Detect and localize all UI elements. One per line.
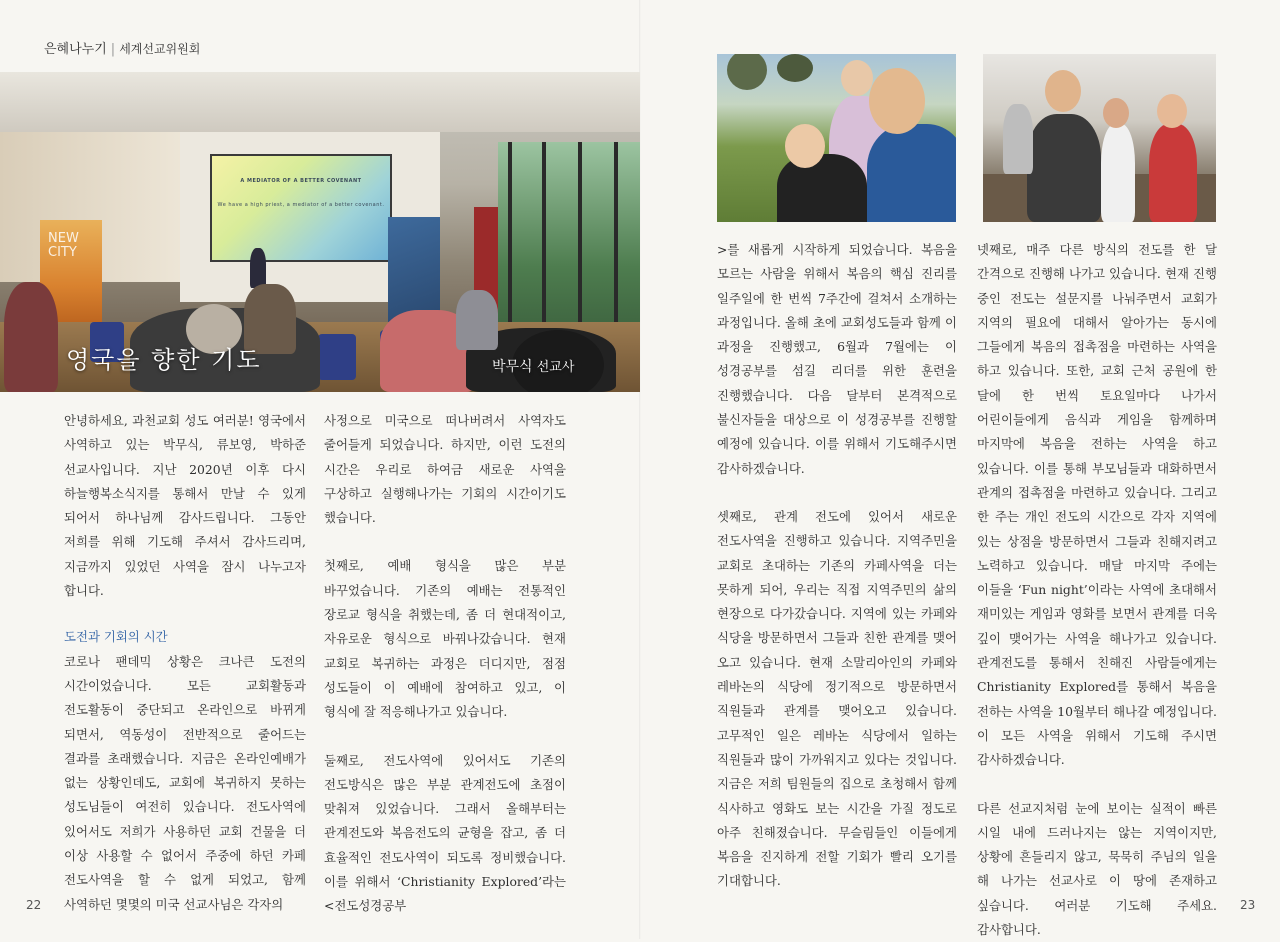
article-title: 영국을 향한 기도 [66,346,262,374]
section-title: 은혜나누기 [44,42,107,57]
team-member [1149,124,1197,222]
father [867,124,956,222]
paragraph: 코로나 팬데믹 상황은 크나큰 도전의 시간이었습니다. 모든 교회활동과 전도활동이 중단되고 온라인으로 바뀌게 되면서, 역동성이 전반적으로 줄어드는 결과를 초래했습니다. 지금은 온라인예배가 없는 상황인데도, 교회에 복귀하지 못하는 성도님들이 여전히 있습니다. 전도사역에 있어서도 저희가 사용하던 교회 건물을 더 이상 사용할 수 없어서 주중에 하던 카페 전도사역을 할 수 없게 되었고, 함께 사역하던 몇몇의 미국 선교사님은 각자의 [64,653,306,912]
son-head [785,124,825,168]
mother-head [841,60,873,96]
paragraph: >를 새롭게 시작하게 되었습니다. 복음을 모르는 사람을 위해서 복음의 핵심 진리를 일주일에 한 번씩 7주간에 걸쳐서 소개하는 과정입니다. 올해 초에 교회성도들과 함께 이 과정을 진행했고, 6월과 7월에는 이 성경공부를 섬길 리더를 위한 훈련을 진행했습니다. 다음 달부터 본격적으로 불신자들을 대상으로 이 성경공부를 진행할 예정에 있습니다. 이를 위해서 기도해주시면 감사하겠습니다. [717,242,957,476]
tree [727,54,767,90]
chair [318,334,356,380]
father-head [869,68,925,134]
paragraph: 사정으로 미국으로 떠나버려서 사역자도 줄어들게 되었습니다. 하지만, 이런 도전의 시간은 우리로 하여금 새로운 사역을 구상하고 실행해나가는 기회의 시간이기도 했습니다. [324,413,566,526]
projection-screen [210,154,392,262]
ceiling [0,72,640,132]
text-column-2 [324,409,566,919]
preacher [250,248,266,288]
text-column-3 [717,238,957,894]
paragraph: 첫째로, 예배 형식을 많은 부분 바꾸었습니다. 기존의 예배는 전통적인 장로교 형식을 취했는데, 좀 더 현대적이고, 자유로운 형식으로 바꿔나갔습니다. 현재 교회로 복귀하는 과정은 더디지만, 점점 성도들이 이 예배에 참여하고 있고, 이 형식에 잘 적응해나가고 있습니다. [324,558,566,720]
team-member [1101,124,1135,222]
outreach-team-photo [983,54,1216,222]
team-member-head [1045,70,1081,112]
text-column-4 [977,238,1217,942]
text-column-1 [64,409,306,917]
attendee [4,282,58,392]
tree [777,54,813,82]
paragraph: 셋째로, 관계 전도에 있어서 새로운 전도사역을 진행하고 있습니다. 지역주민을 교회로 초대하는 기존의 카페사역을 더는 못하게 되어, 우리는 직접 지역주민의 삶의 현장으로 다가갔습니다. 지역에 있는 카페와 식당을 방문하면서 그들과 친한 관계를 맺어 오고 있습니다. 현재 소말리아인의 카페와 레바논의 식당에 정기적으로 방문하면서 직원들과 관계를 맺어오고 있습니다. 고무적인 일은 레바논 식당에서 일하는 직원들과 많이 가까워지고 있다는 것입니다. 지금은 저희 팀원들의 집으로 초청해서 함께 식사하고 영화도 보는 시간을 가질 정도로 아주 친해졌습니다. 무슬림들인 이들에게 복음을 진지하게 전할 기회가 빨리 오기를 기대합니다. [717,508,957,889]
screen-heading: A MEDIATOR OF A BETTER COVENANT [240,178,362,184]
team-member [1003,104,1033,174]
author-title: 선교사 [536,360,575,375]
team-member [1027,114,1101,222]
subsection-title: 세계선교위원회 [119,42,201,56]
attendee [456,290,498,350]
header-divider: | [110,42,116,57]
page-header [44,38,200,57]
screen-text: We have a high priest, a mediator of a better covenant. [217,202,385,208]
paragraph: 둘째로, 전도사역에 있어서도 기존의 전도방식은 많은 부분 관계전도에 초점이 맞춰져 있었습니다. 그래서 올해부터는 관계전도와 복음전도의 균형을 잡고, 좀 더 효율적인 전도사역이 되도록 정비했습니다. 이를 위해서 ‘Christianity Explored’라는 <전도성경공부 [324,752,566,914]
author-name: 박무식 [492,359,533,375]
section-heading: 도전과 기회의 시간 [64,629,168,645]
page-number-left: 22 [26,898,42,912]
team-member-head [1103,98,1129,128]
paragraph: 안녕하세요, 과천교회 성도 여러분! 영국에서 사역하고 있는 박무식, 류보영, 박하준 선교사입니다. 지난 2020년 이후 다시 하늘행복소식지를 통해서 만날 수 있게 되어서 하나님께 감사드립니다. 그동안 저희를 위해 기도해 주셔서 감사드리며, 지금까지 있었던 사역을 잠시 나누고자 합니다. [64,413,306,599]
son [777,154,867,222]
family-photo [717,54,956,222]
page-number-right: 23 [1240,898,1256,912]
article-author [492,356,574,376]
paragraph: 다른 선교지처럼 눈에 보이는 실적이 빠른 시일 내에 드러나지는 않는 지역이지만, 상황에 흔들리지 않고, 묵묵히 주님의 일을 해 나가는 선교사로 이 땅에 존재하고 싶습니다. 여러분 기도해 주세요. 감사합니다. [977,800,1217,938]
paragraph: 넷째로, 매주 다른 방식의 전도를 한 달 간격으로 진행해 나가고 있습니다. 현재 진행 중인 전도는 설문지를 나눠주면서 교회가 지역의 필요에 대해서 알아가는 동시에 그들에게 복음의 접촉점을 마련하는 사역을 하고 있습니다. 또한, 교회 근처 공원에 한 달에 한 번씩 토요일마다 나가서 어린이들에게 음식과 게임을 함께하며 마지막에 복음을 전하는 사역을 하고 있습니다. 이를 통해 부모님들과 대화하면서 관계의 접촉점을 마련하고 있습니다. 그리고 한 주는 개인 전도의 시간으로 각자 지역에 있는 상점을 방문하면서 그들과 친해지려고 노력하고 있습니다. 매달 마지막 주에는 이들을 ‘Fun night’이라는 사역에 초대해서 재미있는 게임과 영화를 보면서 관계를 더욱 깊이 맺어가는 사역을 해나가고 있습니다. 관계전도를 통해서 친해진 사람들에게는 Christianity Explored를 통해서 복음을 전하는 사역을 10월부터 해나갈 예정입니다. 이 모든 사역을 위해서 기도해 주시면 감사하겠습니다. [977,242,1217,768]
church-banner-text: NEW CITY [48,231,79,260]
team-member-head [1157,94,1187,128]
